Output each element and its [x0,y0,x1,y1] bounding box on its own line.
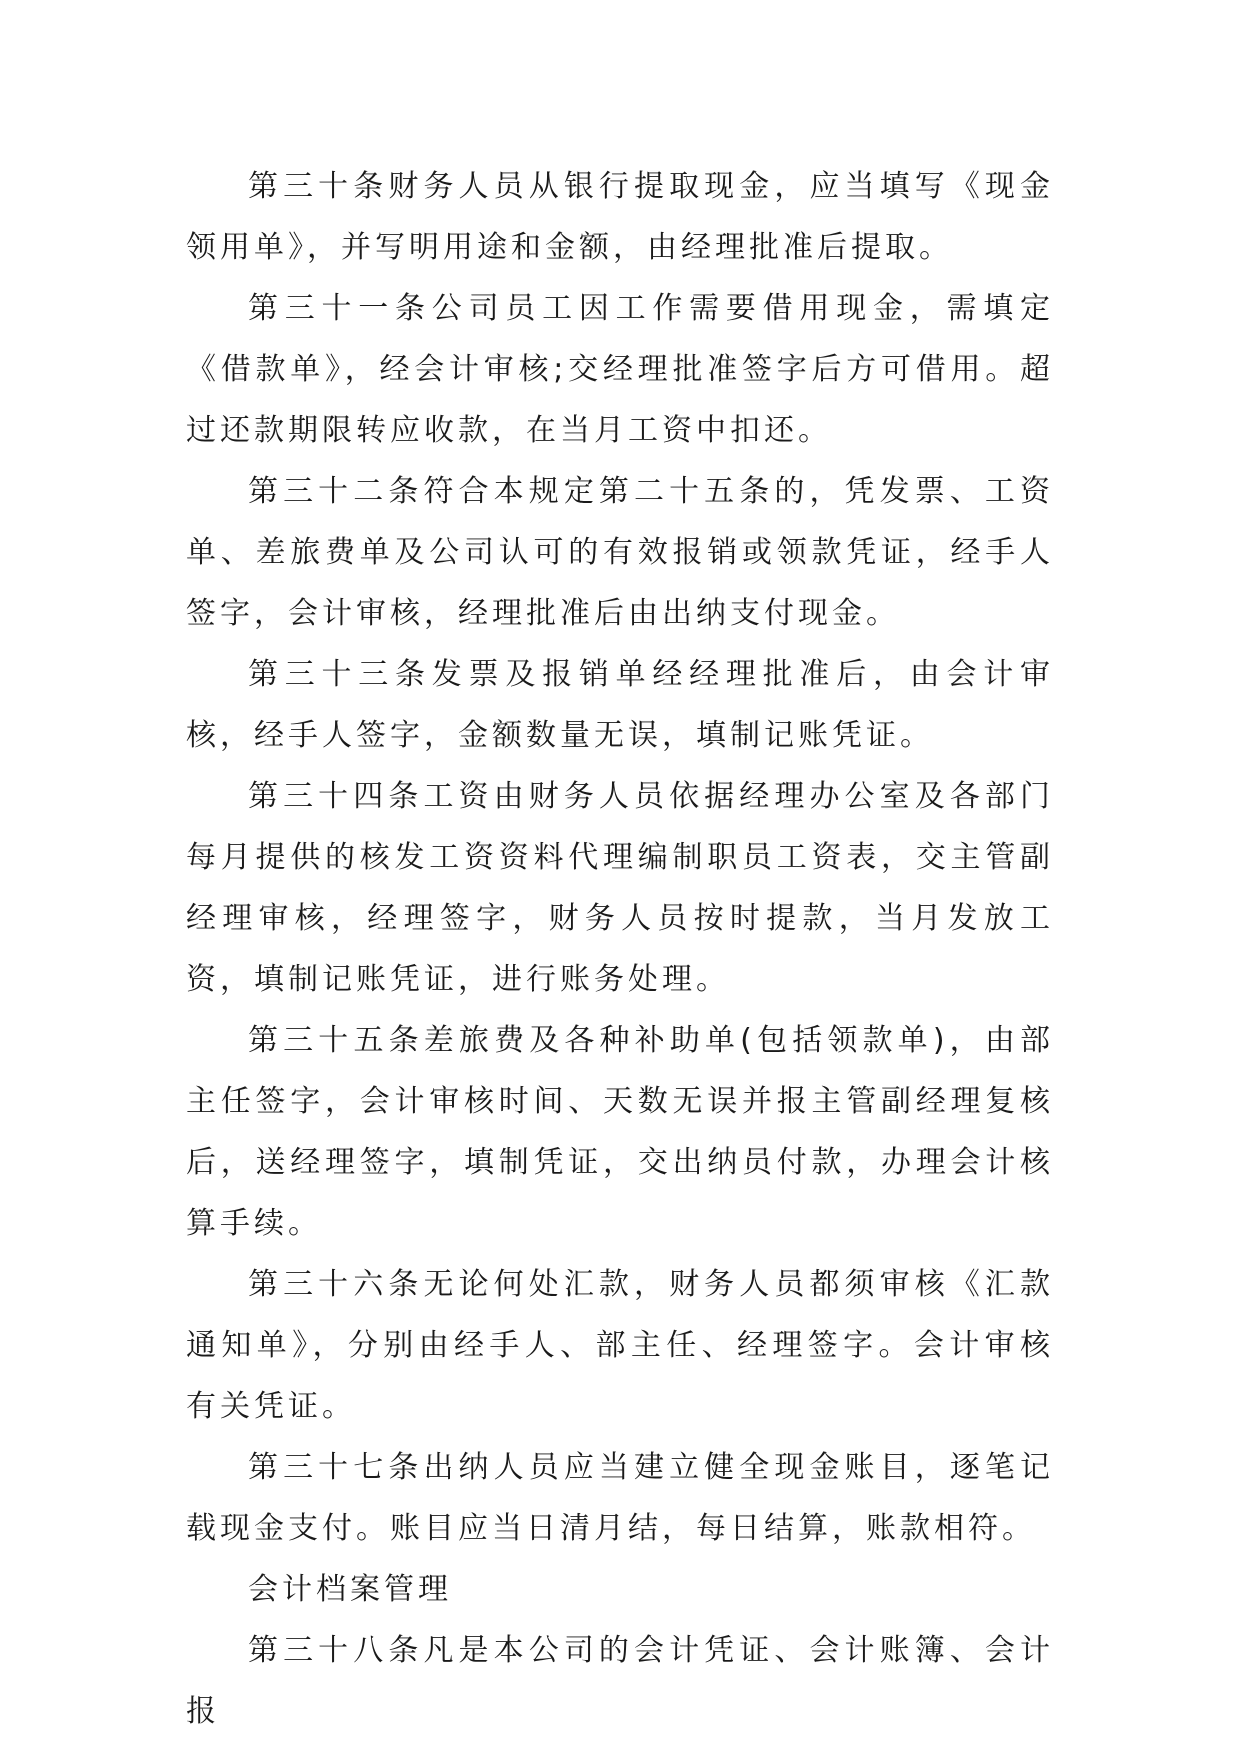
article-31-paragraph: 第三十一条公司员工因工作需要借用现金，需填定《借款单》，经会计审核;交经理批准签字后方可借用。超过还款期限转应收款，在当月工资中扣还。 [186,291,1054,448]
article-36-paragraph: 第三十六条无论何处汇款，财务人员都须审核《汇款通知单》，分别由经手人、部主任、经理签字。会计审核有关凭证。 [186,1267,1054,1424]
article-32-paragraph: 第三十二条符合本规定第二十五条的，凭发票、工资单、差旅费单及公司认可的有效报销或领款凭证，经手人签字，会计审核，经理批准后由出纳支付现金。 [186,474,1054,631]
document-body [186,156,1054,1742]
article-37-paragraph: 第三十七条出纳人员应当建立健全现金账目，逐笔记载现金支付。账目应当日清月结，每日结算，账款相符。 [186,1450,1054,1546]
article-34-paragraph: 第三十四条工资由财务人员依据经理办公室及各部门每月提供的核发工资资料代理编制职员工资表，交主管副经理审核，经理签字，财务人员按时提款，当月发放工资，填制记账凭证，进行账务处理。 [186,779,1054,997]
section-heading: 会计档案管理 [248,1572,452,1607]
article-33-paragraph: 第三十三条发票及报销单经经理批准后，由会计审核，经手人签字，金额数量无误，填制记账凭证。 [186,657,1054,753]
article-30-paragraph: 第三十条财务人员从银行提取现金，应当填写《现金领用单》，并写明用途和金额，由经理批准后提取。 [186,169,1054,265]
article-38-paragraph: 第三十八条凡是本公司的会计凭证、会计账簿、会计报 [186,1633,1054,1729]
article-35-paragraph: 第三十五条差旅费及各种补助单(包括领款单)，由部主任签字，会计审核时间、天数无误并报主管副经理复核后，送经理签字，填制凭证，交出纳员付款，办理会计核算手续。 [186,1023,1054,1241]
